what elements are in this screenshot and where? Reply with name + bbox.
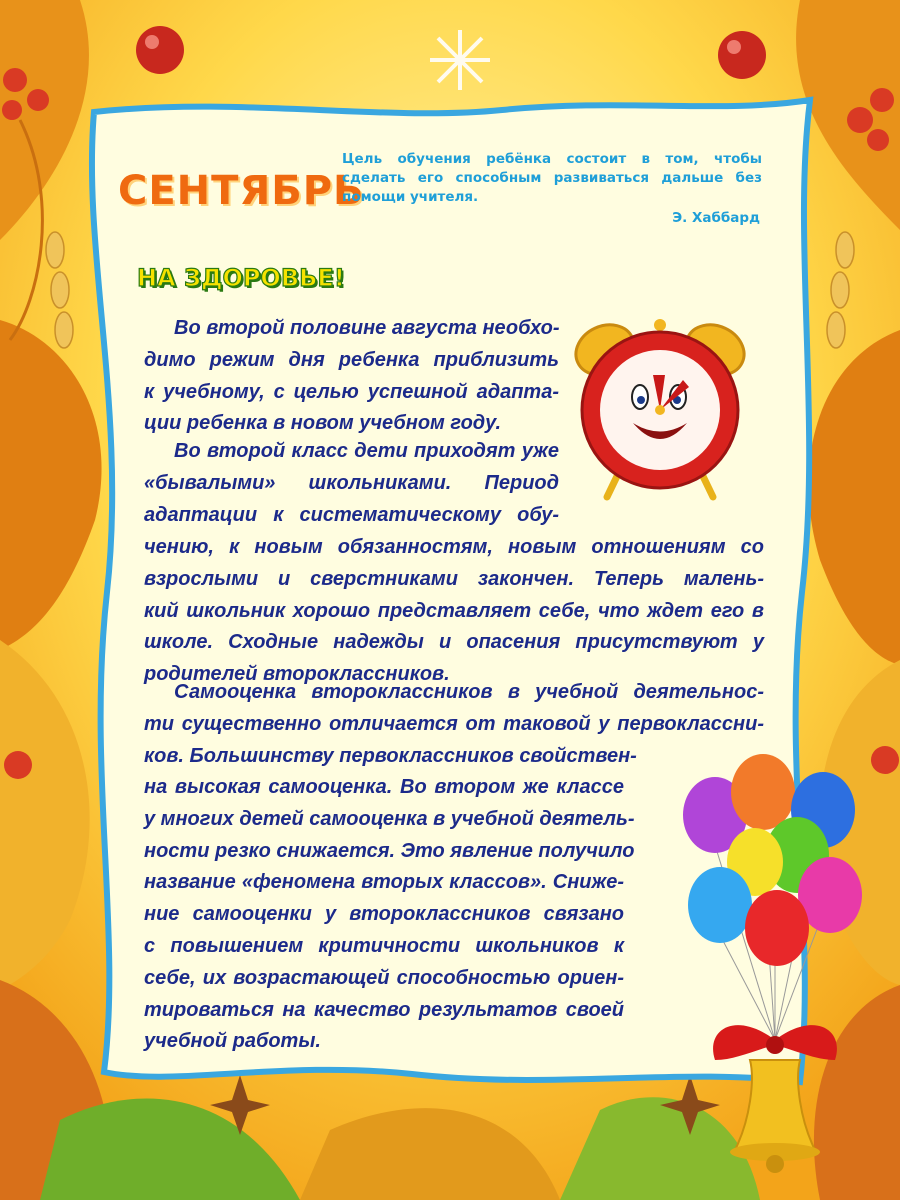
text-line: тироваться на качество результатов своей	[144, 998, 624, 1021]
epigraph-author: Э. Хаббард	[672, 210, 760, 226]
text-line: с повышением критичности школьников к	[144, 934, 624, 957]
text-line: димо режим дня ребенка приблизить	[144, 348, 559, 371]
epigraph-quote: Цель обучения ребёнка состоит в том, чтобы сделать его способным развиваться дальше без помощи учителя.	[342, 151, 762, 205]
text-line: к учебному, с целью успешной адапта-	[144, 380, 559, 403]
paragraph-3	[144, 677, 764, 772]
text-line: школе. Сходные надежды и опасения присутствуют у	[144, 631, 764, 654]
text-line: кий школьник хорошо представляет себе, что ждет его в	[144, 599, 764, 622]
text-line: учебной работы.	[144, 1030, 321, 1053]
text-line: себе, их возрастающей способностью ориен-	[144, 966, 624, 989]
paragraph-1	[144, 313, 559, 440]
text-line: на высокая самооценка. Во втором же классе	[144, 776, 624, 798]
text-line: Во второй класс дети приходят уже	[174, 440, 559, 462]
text-line: ков. Большинству первоклассников свойствен-	[144, 744, 637, 767]
text-line: у многих детей самооценка в учебной деятель-	[144, 807, 635, 830]
text-line: Во второй половине августа необхо-	[174, 317, 560, 339]
paragraph-2-continued	[144, 532, 764, 691]
text-line: «бывалыми» школьниками. Период	[144, 471, 559, 494]
section-heading: НА ЗДОРОВЬЕ!	[137, 264, 345, 292]
text-line: родителей второклассников.	[144, 663, 450, 686]
text-line: чению, к новым обязанностям, новым отношениям со	[144, 536, 764, 558]
paragraph-2	[144, 436, 559, 531]
text-line: ти существенно отличается от таковой у первоклассни-	[144, 712, 764, 735]
text-line: взрослыми и сверстниками закончен. Теперь малень-	[144, 567, 764, 590]
balloons-bell-icon	[675, 750, 875, 1180]
text-line: ности резко снижается. Это явление получило	[144, 839, 635, 862]
alarm-clock-icon	[565, 305, 765, 505]
text-line: адаптации к систематическому обу-	[144, 503, 559, 526]
paragraph-3-continued	[144, 772, 635, 1058]
text-line: ции ребенка в новом учебном году.	[144, 412, 502, 435]
text-line: ние самооценки у второклассников связано	[144, 903, 624, 926]
month-title: СЕНТЯБРЬ	[118, 168, 365, 214]
text-line: Самооценка второклассников в учебной деятельнос-	[174, 681, 764, 703]
text-line: название «феномена вторых классов». Сниже-	[144, 871, 624, 894]
